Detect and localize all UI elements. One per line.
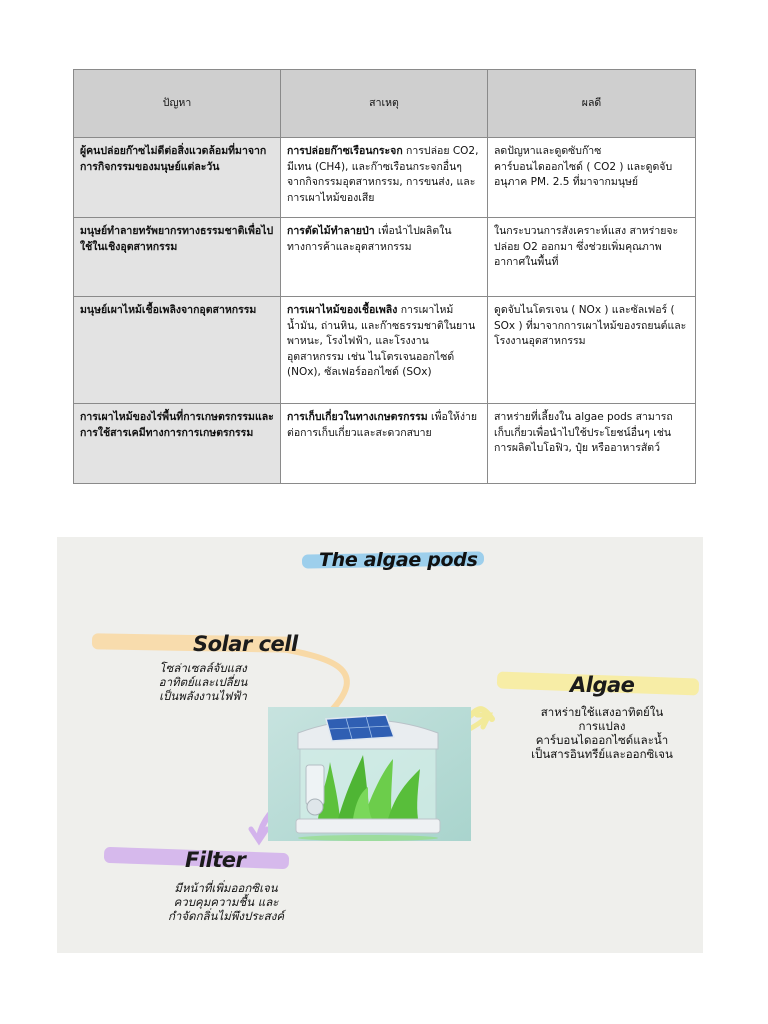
benefit-cell: สาหร่ายที่เลี้ยงใน algae pods สามารถเก็บเกี่ยวเพื่อนำไปใช้ประโยชน์อื่นๆ เช่น การผลิตไบโอฟิว, ปุ๋ย หรืออาหารสัตว์: [488, 404, 696, 484]
cause-cell: [281, 297, 488, 404]
filter-label: Filter: [185, 848, 246, 872]
problem-cell: ผู้คนปล่อยก๊าซไม่ดีต่อสิ่งแวดล้อมที่มาจากการกิจกรรมของมนุษย์แต่ละวัน: [74, 138, 281, 218]
cause-bold: การปล่อยก๊าซเรือนกระจก: [287, 145, 403, 157]
algae-description: สาหร่ายใช้แสงอาทิตย์ในการแปลงคาร์บอนไดออกไซด์และน้ำเป็นสารอินทรีย์และออกซิเจน: [531, 705, 673, 761]
header-problem: ปัญหา: [74, 70, 281, 138]
cause-bold: การเผาไหม้ของเชื้อเพลิง: [287, 304, 398, 316]
benefit-cell: ดูดจับไนโตรเจน ( NOx ) และซัลเฟอร์ ( SOx ) ที่มาจากการเผาไหม้ของรถยนต์และโรงงานอุตสาหกรรม: [488, 297, 696, 404]
table-row: [74, 297, 696, 404]
header-cause: สาเหตุ: [281, 70, 488, 138]
cause-cell: [281, 404, 488, 484]
header-benefit: ผลดี: [488, 70, 696, 138]
solar-cell-label: Solar cell: [193, 632, 298, 656]
table-row: [74, 404, 696, 484]
problem-cell: การเผาไหม้ของไร่พื้นที่การเกษตรกรรมและการใช้สารเคมีทางการการเกษตรกรรม: [74, 404, 281, 484]
cause-text: การปล่อย CO2, มีเทน (CH4), และก๊าซเรือนกระจกอื่นๆ จากกิจกรรมอุตสาหกรรม, การขนส่ง, และการเผาไหม้ของเสีย: [287, 145, 479, 204]
benefit-cell: ลดปัญหาและดูดซับก๊าซคาร์บอนไดออกไซด์ ( CO2 ) และดูดจับอนุภาค PM. 2.5 ที่มาจากมนุษย์: [488, 138, 696, 218]
problem-cell: มนุษย์ทำลายทรัพยากรทางธรรมชาติเพื่อไปใช้ในเชิงอุตสาหกรรม: [74, 218, 281, 297]
cause-cell: [281, 218, 488, 297]
problem-cause-benefit-table: [73, 69, 696, 484]
cause-cell: [281, 138, 488, 218]
cause-text: เพื่อให้ง่ายต่อการเก็บเกี่ยวและสะดวกสบาย: [287, 411, 478, 439]
solar-cell-description: โซล่าเซลล์จับแสงอาทิตย์และเปลี่ยนเป็นพลังงานไฟฟ้า: [158, 661, 248, 703]
table-row: [74, 218, 696, 297]
table-row: [74, 138, 696, 218]
cause-bold: การตัดไม้ทำลายป่า: [287, 225, 375, 237]
cause-text: เพื่อนำไปผลิตในทางการค้าและอุตสาหกรรม: [287, 225, 452, 253]
benefit-cell: ในกระบวนการสังเคราะห์แสง สาหร่ายจะปล่อย O2 ออกมา ซึ่งช่วยเพิ่มคุณภาพอากาศในพื้นที่: [488, 218, 696, 297]
filter-description: มีหน้าที่เพิ่มออกซิเจนควบคุมความชื้น และกำจัดกลิ่นไม่พึงประสงค์: [167, 881, 285, 923]
algae-pods-diagram: [57, 537, 703, 953]
tank-illustration-icon: [268, 707, 471, 841]
diagram-title: The algae pods: [319, 549, 478, 571]
cause-text: การเผาไหม้น้ำมัน, ถ่านหิน, และก๊าซธรรมชาติในยานพาหนะ, โรงไฟฟ้า, และโรงงานอุตสาหกรรม เช่น ไนโตรเจนออกไซด์ (NOx), ซัลเฟอร์ออกไซด์ (SOx): [287, 304, 476, 378]
problem-cell: มนุษย์เผาไหม้เชื้อเพลิงจากอุตสาหกรรม: [74, 297, 281, 404]
cause-bold: การเก็บเกี่ยวในทางเกษตรกรรม: [287, 411, 428, 423]
algae-label: Algae: [570, 673, 635, 697]
table-header-row: [74, 70, 696, 138]
